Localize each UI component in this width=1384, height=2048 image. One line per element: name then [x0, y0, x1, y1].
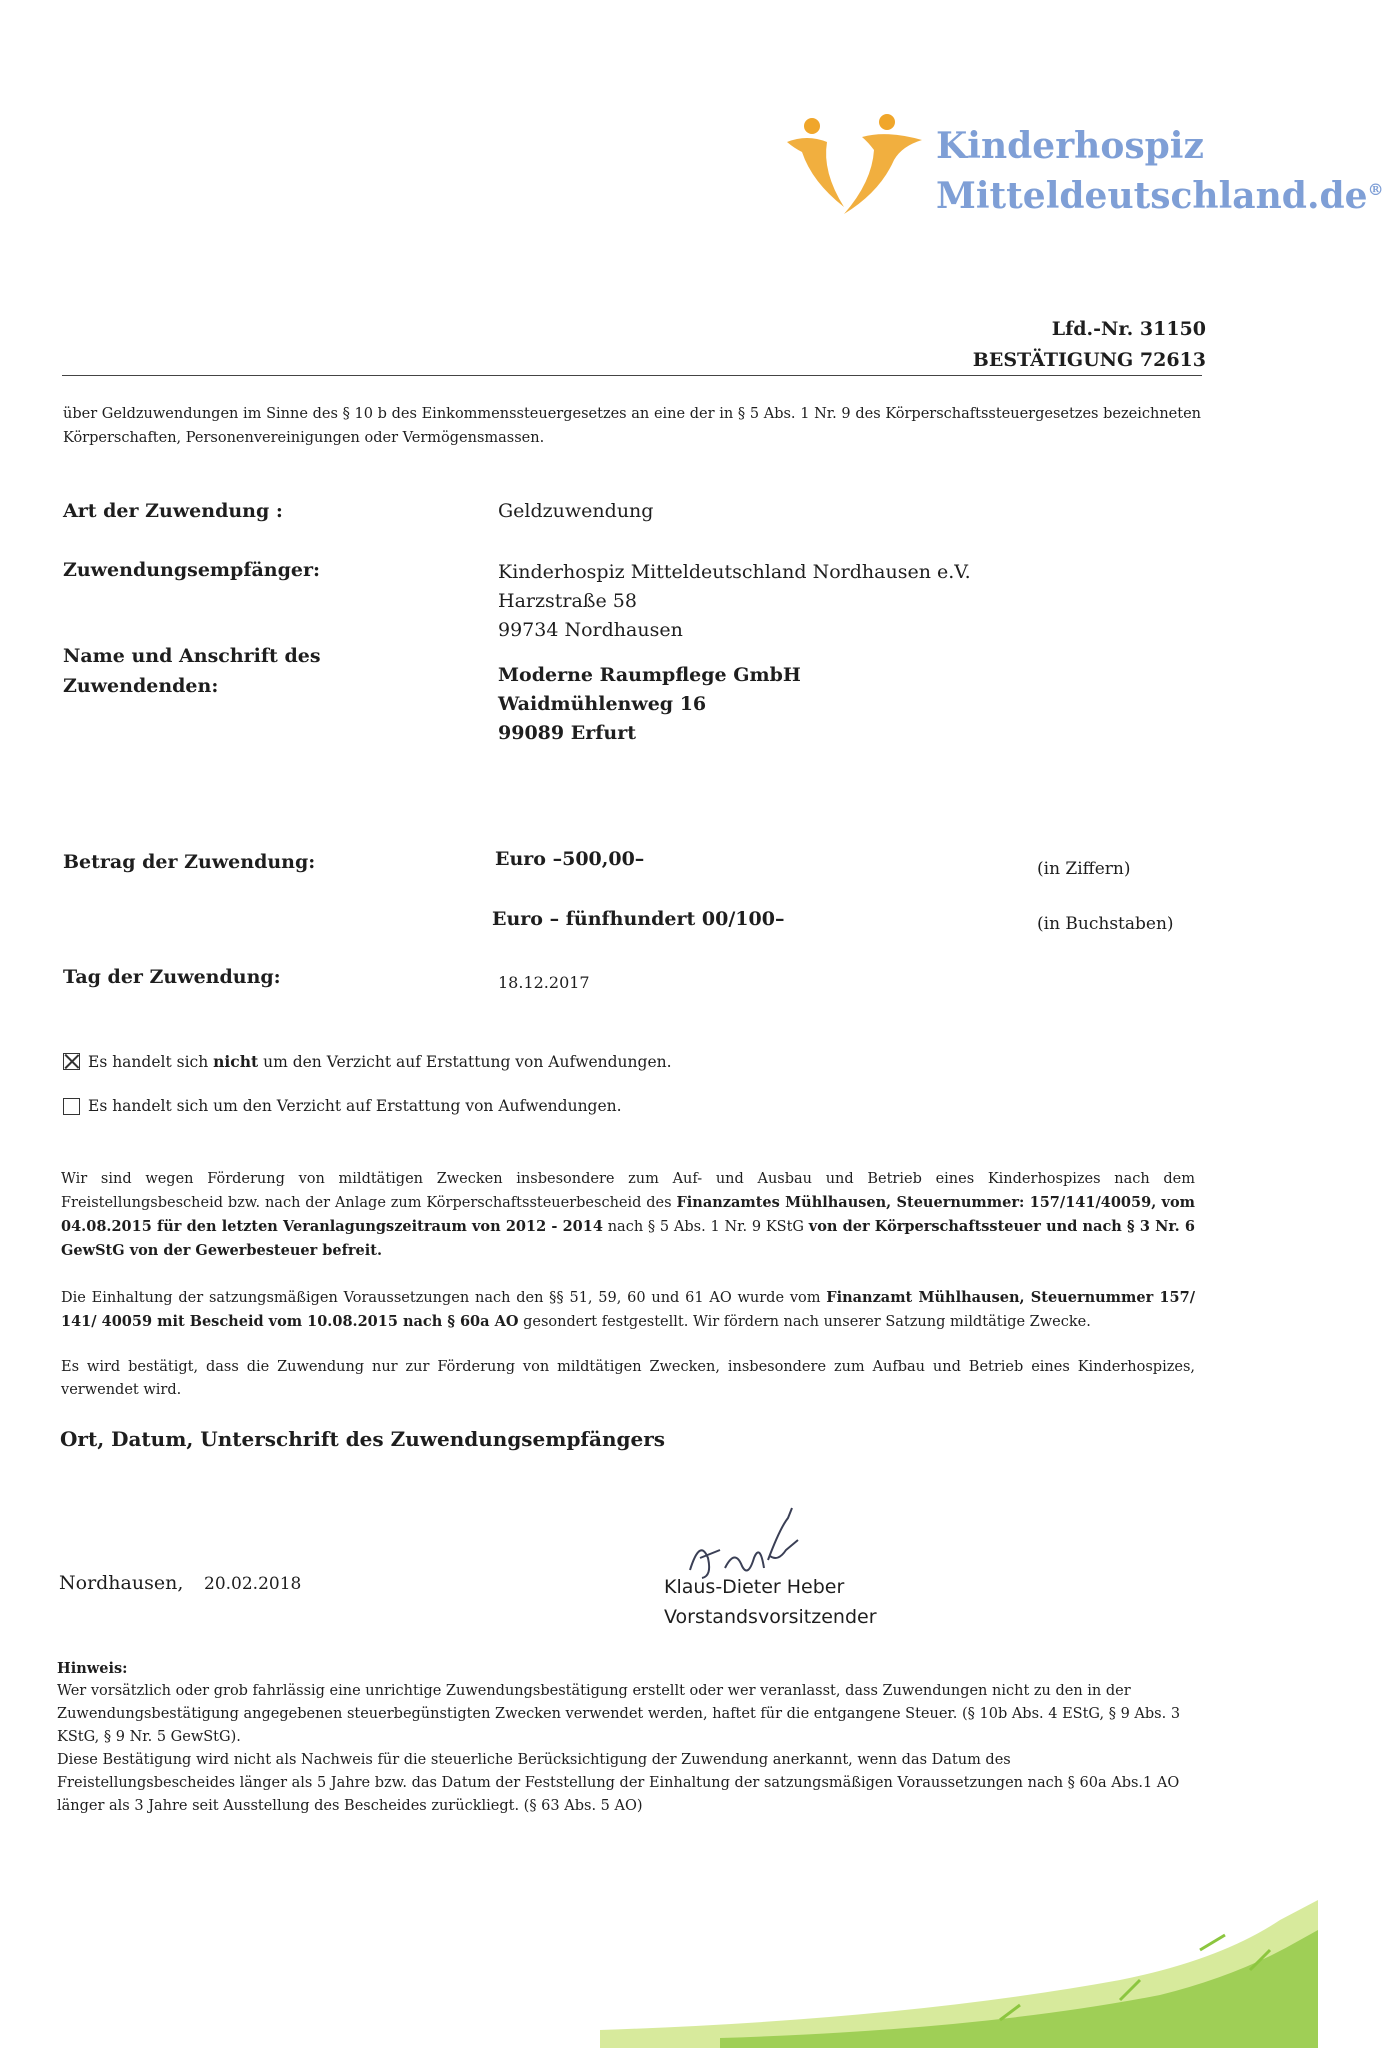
zuwendender-label: Name und Anschrift des Zuwendenden:: [63, 645, 321, 697]
art-value: Geldzuwendung: [498, 500, 654, 522]
empfaenger-address: [498, 558, 971, 645]
betrag-ziffern-hint: (in Ziffern): [1037, 859, 1131, 879]
tag-label: Tag der Zuwendung:: [63, 966, 281, 988]
green-swoosh-decoration: [600, 1880, 1318, 2048]
checkbox-row-not-waiver: [63, 1052, 672, 1071]
checkbox-unchecked[interactable]: [63, 1098, 80, 1115]
checkbox-label-1: Es handelt sich nicht um den Verzicht auf Erstattung von Aufwendungen.: [88, 1052, 672, 1071]
betrag-buchstaben: Euro – fünfhundert 00/100–: [492, 908, 785, 930]
checkbox-checked[interactable]: [63, 1053, 80, 1070]
notice-title: Hinweis:: [57, 1660, 128, 1677]
zuwendender-city: 99089 Erfurt: [498, 722, 636, 744]
betrag-buchstaben-hint: (in Buchstaben): [1037, 914, 1174, 934]
signer-role: Vorstandsvorsitzender: [664, 1606, 877, 1628]
zuwendender-name: Moderne Raumpflege GmbH: [498, 664, 801, 686]
intro-text: über Geldzuwendungen im Sinne des § 10 b des Einkommenssteuergesetzes an eine der in § 5 Abs. 1 Nr. 9 des Körperschaftssteuergesetzes bezeichneten Körperschaften, Personenvereinigungen oder Vermögensmassen.: [63, 406, 1201, 446]
signer-name: Klaus-Dieter Heber: [664, 1576, 845, 1598]
statutes-paragraph: Die Einhaltung der satzungsmäßigen Voraussetzungen nach den §§ 51, 59, 60 und 61 AO wurde vom Finanzamt Mühlhausen, Steuernummer 157/ 141/ 40059 mit Bescheid vom 10.08.2015 nach § 60a AO gesondert festgestellt. Wir fördern nach unserer Satzung mildtätige Zwecke.: [61, 1289, 1195, 1330]
empfaenger-name: Kinderhospiz Mitteldeutschland Nordhausen e.V.: [498, 561, 971, 583]
checkbox-row-waiver: [63, 1097, 622, 1115]
notice-validity: Diese Bestätigung wird nicht als Nachweis für die steuerliche Berücksichtigung der Zuwendung anerkannt, wenn das Datum des Freistellungsbescheides länger als 5 Jahre bzw. das Datum der Feststellung der Einhaltung der satzungsmäßigen Voraussetzungen nach § 60a Abs.1 AO länger als 3 Jahre seit Ausstellung des Bescheides zurückliegt. (§ 63 Abs. 5 AO): [57, 1752, 1180, 1814]
betrag-label: Betrag der Zuwendung:: [63, 851, 316, 873]
exemption-paragraph: Wir sind wegen Förderung von mildtätigen Zwecken insbesondere zum Auf- und Ausbau und Betrieb eines Kinderhospizes nach dem Freistellungsbescheid bzw. nach der Anlage zum Körperschaftssteuerbescheid des Finanzamtes Mühlhausen, Steuernummer: 157/141/40059, vom 04.08.2015 für den letzten Veranlagungszeitraum von 2012 - 2014 nach § 5 Abs. 1 Nr. 9 KStG von der Körperschaftssteuer und nach § 3 Nr. 6 GewStG von der Gewerbesteuer befreit.: [61, 1171, 1196, 1259]
art-label: Art der Zuwendung :: [63, 500, 283, 522]
tag-value: 18.12.2017: [498, 973, 590, 992]
empfaenger-label: Zuwendungsempfänger:: [63, 559, 321, 581]
zuwendender-street: Waidmühlenweg 16: [498, 693, 707, 715]
signer-block: [664, 1572, 877, 1632]
signature-place: Nordhausen,: [59, 1572, 184, 1594]
lfd-nr: Lfd.-Nr. 31150: [1051, 318, 1206, 340]
notice-liability: Wer vorsätzlich oder grob fahrlässig eine unrichtige Zuwendungsbestätigung erstellt oder wer veranlasst, dass Zuwendungen nicht zu den in der Zuwendungsbestätigung angegebenen steuerbegünstigten Zwecken verwendet werden, haftet für die entgangene Steuer. (§ 10b Abs. 4 EStG, § 9 Abs. 3 KStG, § 9 Nr. 5 GewStG).: [57, 1683, 1181, 1745]
signature-title: Ort, Datum, Unterschrift des Zuwendungsempfängers: [60, 1427, 666, 1451]
confirmation-number: BESTÄTIGUNG 72613: [972, 349, 1206, 371]
empfaenger-city: 99734 Nordhausen: [498, 619, 683, 641]
checkbox-label-2: Es handelt sich um den Verzicht auf Erstattung von Aufwendungen.: [88, 1097, 622, 1115]
logo-text: [936, 124, 1384, 218]
signature-date: 20.02.2018: [204, 1574, 302, 1594]
zuwendender-address: [498, 661, 801, 748]
confirmation-paragraph: Es wird bestätigt, dass die Zuwendung nur zur Förderung von mildtätigen Zwecken, insbesondere zum Aufbau und Betrieb eines Kinderhospizes, verwendet wird.: [61, 1359, 1195, 1398]
logo-line-1: Kinderhospiz: [936, 125, 1204, 167]
empfaenger-street: Harzstraße 58: [498, 590, 637, 612]
header-rule: [62, 375, 1202, 376]
registered-mark: ®: [1367, 180, 1384, 199]
betrag-ziffern: Euro –500,00–: [495, 848, 645, 870]
logo-figures-icon: [782, 112, 932, 222]
notice-block: [57, 1657, 1187, 1818]
logo-line-2: Mitteldeutschland.de: [936, 175, 1368, 217]
